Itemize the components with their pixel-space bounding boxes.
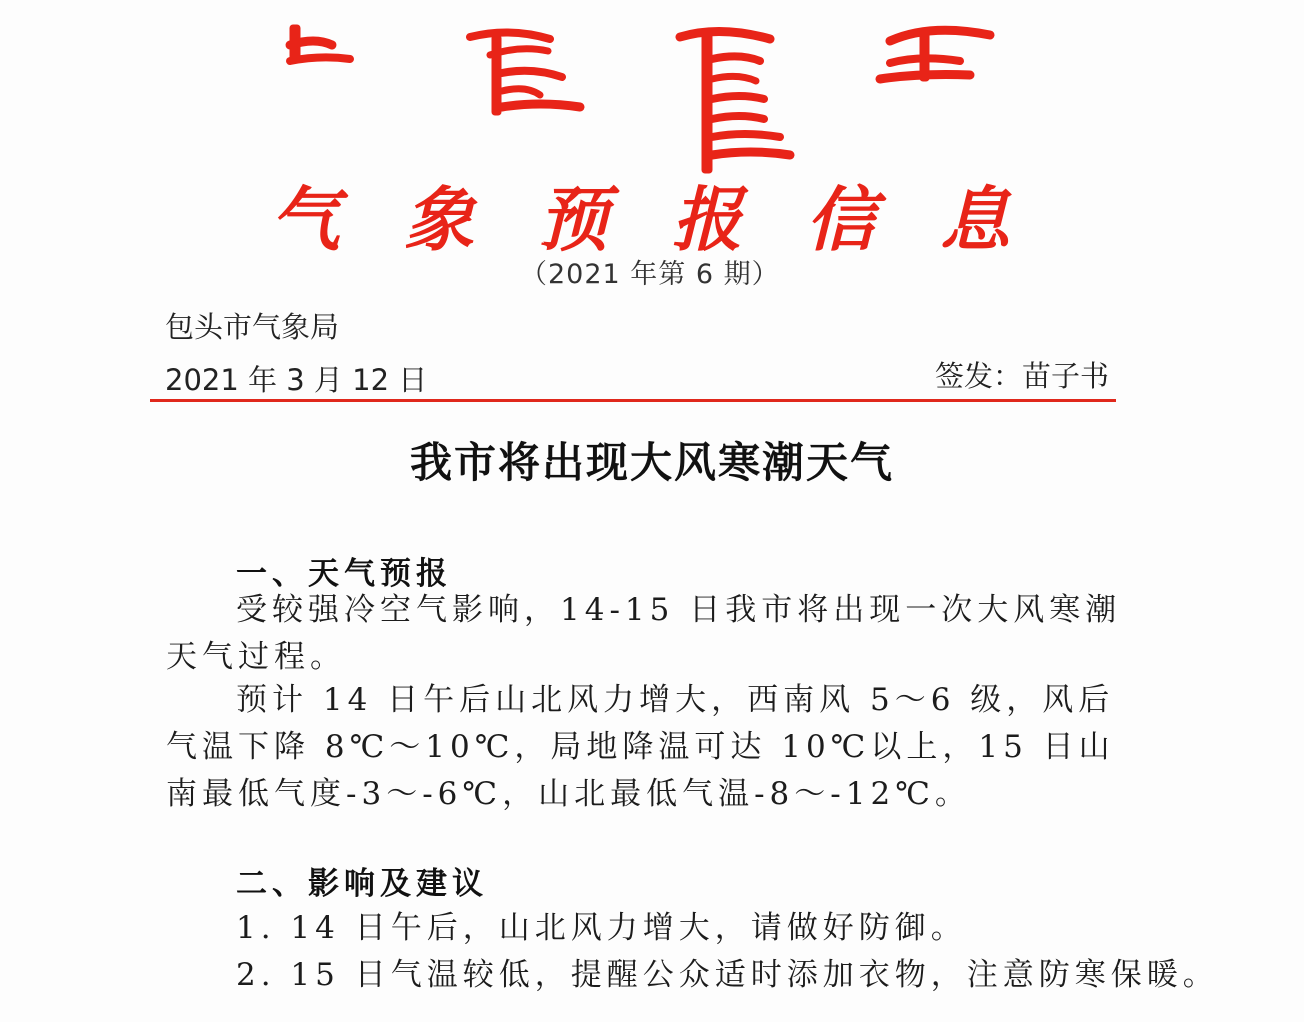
issue-number: （2021 年第 6 期）	[520, 259, 780, 290]
mongol-word-1	[290, 25, 350, 63]
mongol-word-4	[880, 30, 990, 81]
section-title-advice: 二、影响及建议	[236, 866, 488, 902]
mongolian-logo	[270, 15, 1010, 175]
issuer-name: 包头市气象局	[165, 310, 340, 344]
mongolian-logo-graphic	[270, 15, 1010, 175]
mongol-word-3	[680, 31, 790, 173]
section-title-forecast: 一、天气预报	[236, 556, 452, 592]
forecast-paragraph-1: 受较强冷空气影响，14-15 日我市将出现一次大风寒潮天气过程。	[166, 592, 1122, 675]
article-headline: 我市将出现大风寒潮天气	[409, 438, 894, 487]
masthead-title: 气象预报信息	[270, 178, 1074, 261]
advice-item-2: 2. 15 日气温较低，提醒公众适时添加衣物，注意防寒保暖。	[236, 957, 1219, 993]
issue-date: 2021 年 3 月 12 日	[165, 363, 428, 397]
red-divider	[150, 399, 1116, 402]
signer: 签发：苗子书	[934, 359, 1109, 393]
mongol-word-2	[470, 32, 580, 115]
advice-item-1: 1. 14 日午后，山北风力增大，请做好防御。	[236, 910, 967, 946]
forecast-paragraph-2: 预计 14 日午后山北风力增大，西南风 5～6 级，风后气温下降 8℃～10℃，局地降温可达 10℃以上，15 日山南最低气度-3～-6℃，山北最低气温-8～-12℃。	[166, 682, 1115, 812]
